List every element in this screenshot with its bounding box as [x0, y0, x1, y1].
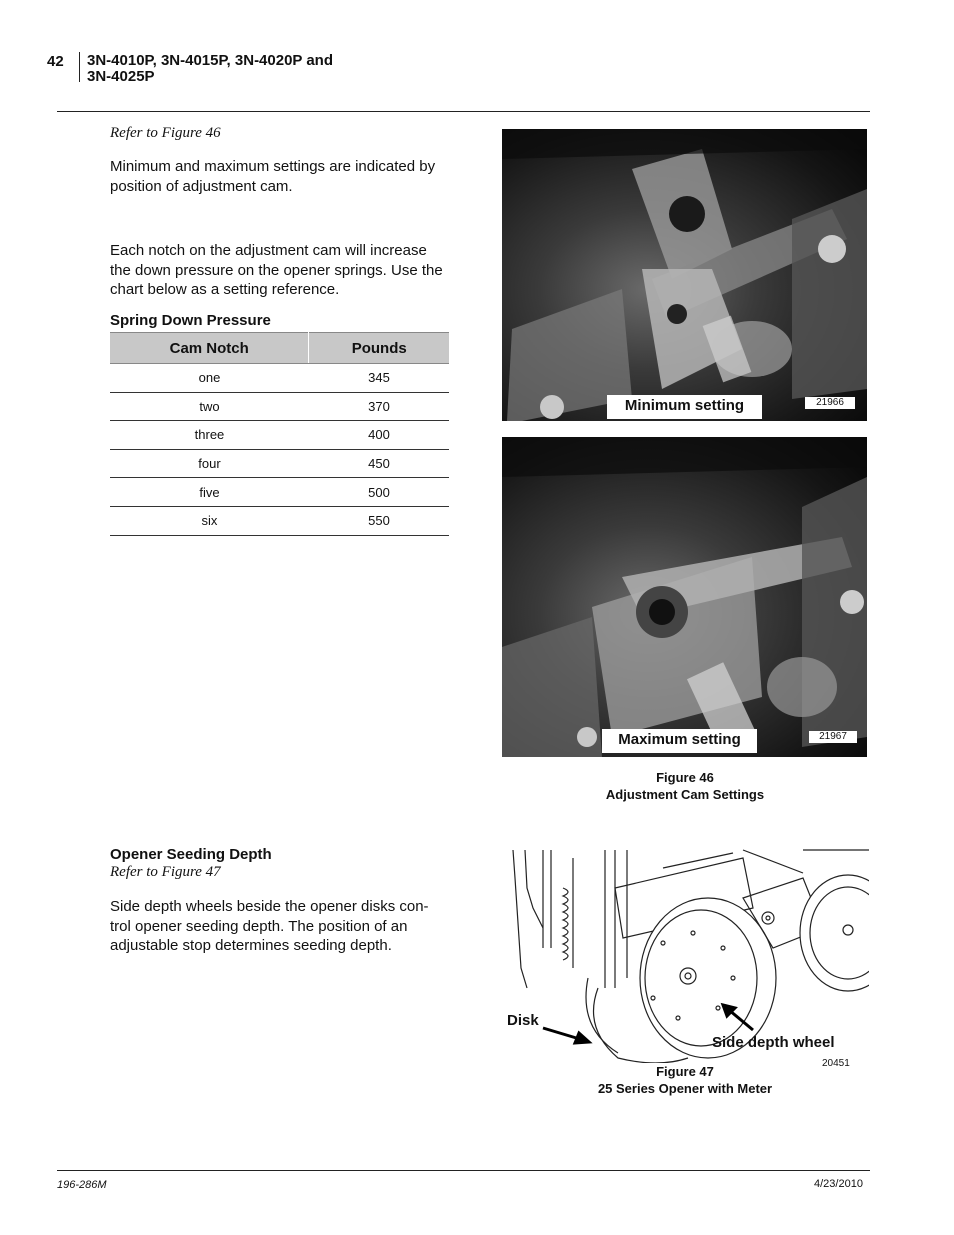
paragraph-line: Each notch on the adjustment cam will increase [110, 242, 427, 259]
footer-date: 4/23/2010 [814, 1178, 863, 1190]
paragraph-line: position of adjustment cam. [110, 177, 293, 195]
table-row [110, 478, 449, 507]
table-row [110, 449, 449, 478]
table-row [110, 392, 449, 421]
maximum-setting-label: Maximum setting [602, 729, 757, 753]
refer-figure-46: Refer to Figure 46 [110, 125, 221, 141]
caption-figure-number: Figure 46 [656, 770, 714, 785]
column-header-cam-notch: Cam Notch [110, 333, 309, 364]
cam-notch-cell: two [110, 392, 309, 421]
table-row [110, 421, 449, 450]
pounds-cell: 450 [309, 449, 449, 478]
caption-figure-number: Figure 47 [656, 1064, 714, 1079]
disk-label: Disk [507, 1012, 539, 1029]
figure-46-caption [585, 769, 785, 803]
caption-figure-title: 25 Series Opener with Meter [597, 1081, 773, 1096]
footer-document-number: 196-286M [57, 1179, 107, 1191]
header-separator [79, 52, 80, 82]
paragraph-line: Side depth wheels beside the opener disks con- [110, 898, 429, 915]
cam-mechanism-illustration [502, 437, 867, 757]
pounds-cell: 550 [309, 506, 449, 535]
cam-notch-cell: three [110, 421, 309, 450]
paragraph-line: trol opener seeding depth. The position of an [110, 917, 408, 935]
table-row [110, 364, 449, 393]
opener-line-drawing [503, 848, 869, 1063]
cam-notch-cell: four [110, 449, 309, 478]
figure-47-caption [585, 1063, 785, 1097]
opener-depth-heading: Opener Seeding Depth [110, 846, 272, 863]
page-number: 42 [47, 53, 64, 70]
document-title [87, 53, 387, 85]
cam-mechanism-illustration [502, 129, 867, 421]
photo-minimum-setting [502, 129, 867, 421]
cam-notch-cell: one [110, 364, 309, 393]
table-caption: Spring Down Pressure [110, 312, 271, 329]
caption-figure-title: Adjustment Cam Settings [605, 787, 765, 802]
pounds-cell: 400 [309, 421, 449, 450]
spring-pressure-table [110, 332, 449, 536]
document-title-line-2: 3N-4025P [87, 68, 155, 85]
photo-number-21967: 21967 [809, 731, 857, 743]
footer-rule [57, 1170, 870, 1171]
figure-47-number: 20451 [822, 1058, 850, 1069]
column-header-pounds: Pounds [309, 333, 449, 364]
side-depth-wheel-label: Side depth wheel [712, 1034, 835, 1051]
photo-maximum-setting [502, 437, 867, 757]
table-row [110, 506, 449, 535]
cam-notch-cell: six [110, 506, 309, 535]
cam-notch-cell: five [110, 478, 309, 507]
table-header-row [110, 333, 449, 364]
pounds-cell: 500 [309, 478, 449, 507]
paragraph-line: the down pressure on the opener springs. Use the [110, 261, 443, 279]
minimum-setting-label: Minimum setting [607, 395, 762, 419]
header-rule [57, 111, 870, 112]
document-title-line-1: 3N-4010P, 3N-4015P, 3N-4020P and [87, 52, 333, 69]
paragraph-line: adjustable stop determines seeding depth. [110, 937, 392, 954]
pounds-cell: 370 [309, 392, 449, 421]
photo-number-21966: 21966 [805, 397, 855, 409]
refer-figure-47: Refer to Figure 47 [110, 864, 221, 880]
paragraph-line: Minimum and maximum settings are indicated by [110, 158, 436, 175]
paragraph-line: chart below as a setting reference. [110, 281, 340, 298]
paragraph-notch [110, 241, 455, 300]
paragraph-settings [110, 157, 455, 196]
pounds-cell: 345 [309, 364, 449, 393]
paragraph-depth [110, 897, 455, 956]
